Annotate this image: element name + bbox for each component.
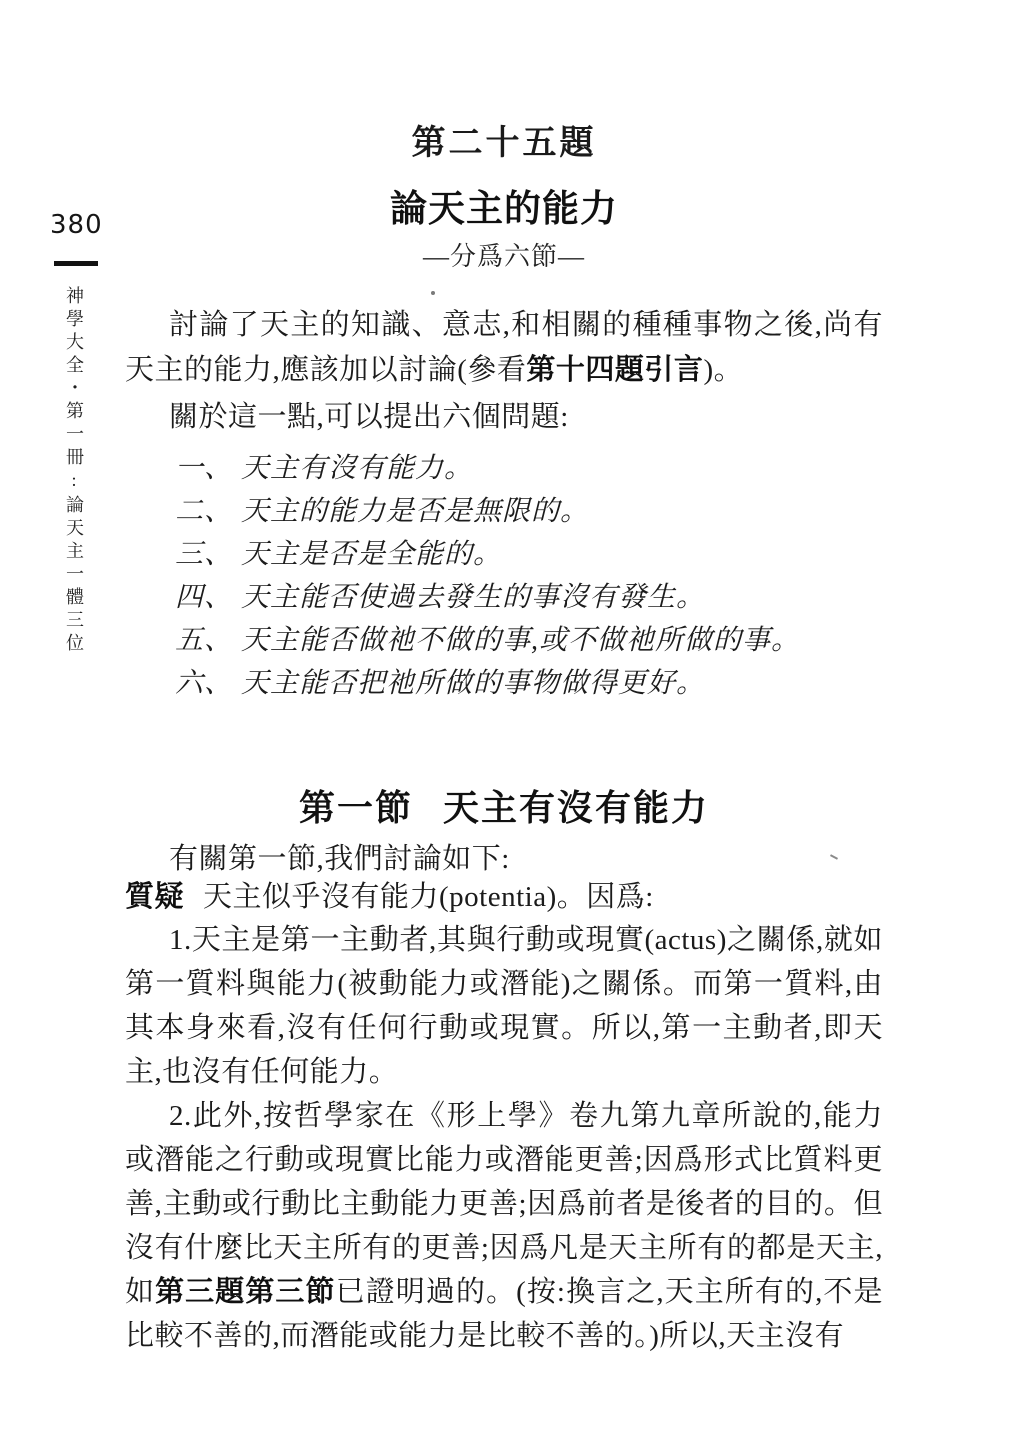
- questions-lead: 關於這一點,可以提出六個問題:: [169, 401, 569, 433]
- objection-paragraphs: [125, 918, 883, 1358]
- cross-reference-q14: 第十四題引言: [526, 354, 704, 386]
- question-number-label: 四、: [175, 582, 234, 613]
- question-text: 天主能否把祂所做的事物做得更好。: [241, 668, 706, 699]
- section-label: 第一節: [298, 788, 413, 828]
- preface-paragraph: 有關第一節,我們討論如下:: [169, 843, 510, 875]
- section-title: 天主有沒有能力: [443, 788, 710, 828]
- objection-1-paragraph: 1.天主是第一主動者,其與行動或現實(actus)之關係,就如第一質料與能力(被動能力或潛能)之關係。而第一質料,由其本身來看,沒有任何行動或現實。所以,第一主動者,即天主,也沒有任何能力。: [125, 924, 883, 1088]
- question-text: 天主能否做祂不做的事,或不做祂所做的事。: [241, 625, 801, 656]
- scan-artifact-dot: [431, 291, 435, 295]
- objection-2-text: 2.此外,按哲學家在《形上學》卷九第九章所說的,能力或潛能之行動或現實比能力或潛能更善;因爲形式比質料更善,主動或行動比主動能力更善;因爲前者是後者的目的。但沒有什麼比天主所有的更善;因爲凡是天主所有的都是天主,如: [125, 1100, 883, 1308]
- intro-text: 討論了天主的知識、意志,和相關的種種事物之後,尚有天主的能力,應該加以討論(參看: [125, 309, 883, 386]
- question-text: 天主能否使過去發生的事沒有發生。: [241, 582, 706, 613]
- questions-section: [125, 447, 883, 705]
- question-number-label: 五、: [175, 625, 234, 656]
- division-note: —分爲六節—: [422, 242, 585, 271]
- question-item-1: [175, 447, 883, 490]
- intro-paragraph: [125, 303, 883, 393]
- page-number: 380: [50, 210, 103, 240]
- question-number: 第二十五題: [411, 125, 597, 162]
- question-item-2: [175, 490, 883, 533]
- questions-list: [125, 447, 883, 705]
- question-item-3: [175, 533, 883, 576]
- cross-reference-q3a3: 第三題第三節: [155, 1276, 336, 1308]
- objection-2-paragraph: [125, 1094, 883, 1358]
- objection-label: 質疑: [125, 881, 185, 913]
- question-item-5: [175, 619, 883, 662]
- question-text: 天主有沒有能力。: [241, 453, 474, 484]
- question-number-label: 六、: [175, 668, 234, 699]
- section-1-heading: [125, 786, 883, 830]
- question-text: 天主是否是全能的。: [241, 539, 503, 570]
- question-item-4: [175, 576, 883, 619]
- question-number-label: 二、: [175, 496, 234, 527]
- book-spine-title: 神學大全・第一冊:論天主一體三位: [64, 286, 84, 656]
- intro-text-end: )。: [703, 354, 744, 386]
- question-item-6: [175, 662, 883, 705]
- objection-lead: [125, 876, 883, 919]
- question-title: 論天主的能力: [390, 188, 618, 229]
- question-number-label: 三、: [175, 539, 234, 570]
- chapter-header: [125, 120, 883, 274]
- objection-lead-paragraph: [125, 876, 883, 919]
- question-text: 天主的能力是否是無限的。: [241, 496, 590, 527]
- margin-rule: [54, 261, 98, 266]
- objection-2-text-end: 已證明過的。(按:換言之,天主所有的,不是比較不善的,而潛能或能力是比較不善的。)所以,天主沒有: [125, 1276, 883, 1352]
- section-preface: [125, 838, 883, 881]
- objection-intro-text: 天主似乎沒有能力(potentia)。因爲:: [203, 881, 654, 913]
- question-number-label: 一、: [175, 453, 234, 484]
- introduction: [125, 303, 883, 440]
